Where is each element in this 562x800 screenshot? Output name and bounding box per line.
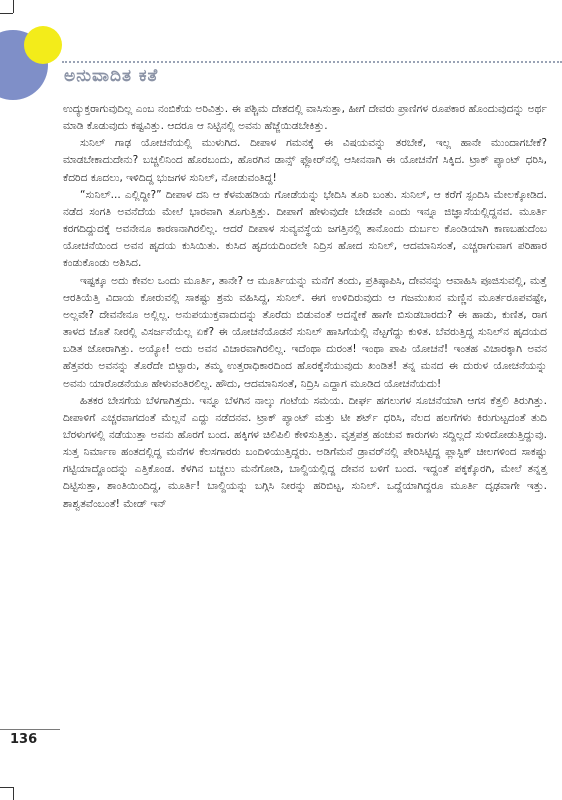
crop-mark-bottom-vertical — [13, 787, 14, 800]
decorative-yellow-circle — [24, 26, 62, 64]
header-dotted-rule — [62, 61, 562, 63]
paragraph: “ಸುನಿಲ್... ಎಲ್ಲಿದ್ದೀ?” ದೀಪಾಳ ದನಿ ಆ ಕೆಳಮಹಡಿಯ ಗೋಡೆಯನ್ನು ಭೇದಿಸಿ ತೂರಿ ಬಂತು. ಸುನಿಲ್, ಆ ಕರೆಗೆ ಸ್ಪಂದಿಸಿ ಮೇಲಕ್ಕೋಡಿದ. ನಡೆದ ಸಂಗತಿ ಅವನೆದೆಯ ಮೇಲೆ ಭಾರವಾಗಿ ತೂಗುತ್ತಿತ್ತು. ದೀಪಾಗೆ ಹೇಳುವುದೇ ಬೇಡವೇ ಎಂದು ಇನ್ನೂ ಜಿಜ್ಞಾಸೆಯಲ್ಲಿದ್ದನವ. ಮೂರ್ತಿ ಕರಗದಿದ್ದುದಕ್ಕೆ ಅವನೇನೂ ಕಾರಣನಾಗಿರಲಿಲ್ಲ. ಆದರೆ ದೀಪಾಳ ಸುವ್ಯವಸ್ಥೆಯ ಜಗತ್ತಿನಲ್ಲಿ ತಾನೊಂದು ದುರ್ಬಲ ಕೊಂಡಿಯಾಗಿ ಕಾಣಬಹುದೆಂಬ ಯೋಚನೆಯಿಂದ ಅವನ ಹೃದಯ ಕುಸಿಯಿತು. ಕುಸಿದ ಹೃದಯದಿಂದಲೇ ನಿದ್ರಿಸ ಹೋದ ಸುನಿಲ್, ಆದಮಾನಿಸಂತೆ, ಎಚ್ಚರಾಗುವಾಗ ಪರಿಹಾರ ಕಂಡುಕೊಂಡು ಅಶಿಸಿದ. — [63, 188, 547, 270]
paragraph: ಇಷ್ಟಕ್ಕೂ ಅದು ಕೇವಲ ಒಂದು ಮೂರ್ತಿ, ತಾನೇ? ಆ ಮೂರ್ತಿಯನ್ನು ಮನೆಗೆ ತಂದು, ಪ್ರತಿಷ್ಠಾಪಿಸಿ, ದೇವನನ್ನು ಆವಾಹಿಸಿ ಪೂಜಿಸುವಲ್ಲಿ, ಮತ್ತೆ ಆರತಿಯೆತ್ತಿ ವಿದಾಯ ಕೋರುವಲ್ಲಿ ಸಾಕಷ್ಟು ಶ್ರಮ ವಹಿಸಿದ್ದ, ಸುನಿಲ್. ಈಗ ಉಳಿದಿರುವುದು ಆ ಗಜಮುಖನ ಮಣ್ಣಿನ ಮೂರ್ತರೂಪವಷ್ಟೇ, ಅಲ್ಲವೇ? ದೇವನೇನೂ ಅಲ್ಲಿಲ್ಲ. ಅನುಪಯುಕ್ತವಾದುದನ್ನು ತೊರೆದು ಬಿಡುವಂತೆ ಅದನ್ನೇಕೆ ಹಾಗೇ ಬಿಸುಡಬಾರದು? ಈ ಹಾಡು, ಕುಣಿತ, ರಾಗ ತಾಳದ ಜೊತೆ ನೀರಲ್ಲಿ ವಿಸರ್ಜನೆಯೆಲ್ಲ ಏಕೆ? ಈ ಯೋಚನೆಯೊಡನೆ ಸುನಿಲ್ ಹಾಸಿಗೆಯಲ್ಲಿ ನೆಟ್ಟಗೆದ್ದು ಕುಳಿತ. ಬೆವರುತ್ತಿದ್ದ ಸುನಿಲ್‌ನ ಹೃದಯದ ಬಡಿತ ಜೋರಾಗಿತ್ತು. ಅಯ್ಯೋ! ಅದು ಅವನ ವಿಚಾರವಾಗಿರಲಿಲ್ಲ. ಇದೆಂಥಾ ದುರಂತ! ಇಂಥಾ ಪಾಪಿ ಯೋಚನೆ! ಇಂತಹ ವಿಚಾರಕ್ಕಾಗಿ ಅವನ ಹೆತ್ತವರು ಅವನನ್ನು ತೊರೆದೇ ಬಿಟ್ಟಾರು, ತಮ್ಮ ಉತ್ತರಾಧಿಕಾರದಿಂದ ಹೊರಕ್ಕೆಸೆಯುವುದು ಖಂಡಿತ! ತನ್ನ ಮನದ ಈ ದುರುಳ ಯೋಚನೆಯನ್ನು ಅವನು ಯಾರೊಡನೆಯೂ ಹೇಳುವಂತಿರಲಿಲ್ಲ. ಹೌದು, ಆದಮಾನಿಸಂತೆ, ನಿದ್ರಿಸಿ ಎದ್ದಾಗ ಮೂಡಿದ ಯೋಚನೆಯದು! — [63, 274, 547, 390]
story-body — [63, 101, 547, 513]
crop-mark-top-vertical — [13, 0, 14, 13]
section-title: ಅನುವಾದಿತ ಕತೆ — [64, 66, 159, 86]
paragraph: ಸುನಿಲ್ ಗಾಢ ಯೋಚನೆಯಲ್ಲಿ ಮುಳುಗಿದ. ದೀಪಾಳ ಗಮನಕ್ಕೆ ಈ ವಿಷಯವನ್ನು ತರಬೇಕೆ, ಇಲ್ಲ ಹಾನೇ ಮುಂದಾಗಬೇಕೆ? ಮಾಡಬೇಕಾದುದೇನು? ಬಚ್ಚಲಿನಿಂದ ಹೊರಬಂದು, ಹೊರಗಿನ ಡಾನ್ಸ್ ಫ್ಲೋರ್‌ನಲ್ಲಿ ಆಸೀನನಾಗಿ ಈ ಯೋಚನೆಗೆ ಸಿಕ್ಕಿದ. ಟ್ರಾಕ್ ಪ್ಯಾಂಟ್ ಧರಿಸಿ, ಕೆದರಿದ ಕೂದಲು, ಇಳಿದಿದ್ದ ಭುಜಗಳ ಸುನಿಲ್, ನೋಡುವಂತಿದ್ದ! — [63, 137, 547, 184]
footer-rule — [0, 729, 60, 730]
crop-mark-bottom-horizontal — [0, 787, 13, 788]
crop-mark-top-horizontal — [0, 13, 13, 14]
page-number: 136 — [10, 732, 38, 747]
paragraph: ಹಿತಕರ ಬೇಸಗೆಯ ಬೆಳಗಾಗಿತ್ತದು. ಇನ್ನೂ ಬೆಳಗಿನ ನಾಲ್ಕು ಗಂಟೆಯ ಸಮಯ. ದೀರ್ಘ ಹಗಲುಗಳ ಸೂಚನೆಯಾಗಿ ಆಗಸ ಕೆತ್ತಲಿ ತಿರುಗಿತ್ತು. ದೀಪಾಳಿಗೆ ಎಚ್ಚರವಾಗದಂತೆ ಮೆಲ್ಲನೆ ಎದ್ದು ನಡೆದನವ. ಟ್ರಾಕ್ ಪ್ಯಾಂಟ್ ಮತ್ತು ಟೀ ಶರ್ಟ್ ಧರಿಸಿ, ನೆಲದ ಹಲಗೆಗಳು ಕಿರುಗುಟ್ಟದಂತೆ ತುದಿ ಬೆರಳುಗಳಲ್ಲಿ ನಡೆಯುತ್ತಾ ಅವನು ಹೊರಗೆ ಬಂದ. ಹಕ್ಕಿಗಳ ಚಿಲಿಪಿಲಿ ಕೇಳಿಸುತ್ತಿತ್ತು. ವೃತ್ತಪತ್ರ ಹಂಚುವ ಕಾರುಗಳು ಸದ್ದಿಲ್ಲದೆ ಸುಳಿದೋಡುತ್ತಿದ್ದುವು. ಸುತ್ತ ನಿರ್ಮಾಣ ಹಂತದಲ್ಲಿದ್ದ ಮನೆಗಳ ಕೆಲಸಗಾರರು ಬಂದಿಳಿಯುತ್ತಿದ್ದರು. ಅಡಿಗೆಮನೆ ಡ್ರಾವರ್‌ನಲ್ಲಿ ಪೇರಿಸಿಟ್ಟಿದ್ದ ಪ್ಲಾಸ್ಟಿಕ್ ಚೀಲಗಳಿಂದ ಸಾಕಷ್ಟು ಗಟ್ಟಿಯಾದ್ದೊಂದನ್ನು ಎತ್ತಿಕೊಂಡ. ಕೆಳಗಿನ ಬಚ್ಚಲು ಮನೆಗೋಡಿ, ಬಾಲ್ದಿಯಲ್ಲಿದ್ದ ದೇವನ ಬಳಿಗೆ ಬಂದ. ಇದ್ದಂತೆ ಪಕ್ಕಕ್ಕೊರಗಿ, ಮೇಲೆ ತನ್ನತ್ತ ದಿಟ್ಟಿಸುತ್ತಾ, ಶಾಂತಿಯಿಂದಿದ್ದ, ಮೂರ್ತಿ! ಬಾಲ್ದಿಯನ್ನು ಬಗ್ಗಿಸಿ ನೀರನ್ನು ಹರಿಬಿಟ್ಟ, ಸುನಿಲ್. ಒದ್ದೆಯಾಗಿದ್ದರೂ ಮೂರ್ತಿ ದೃಢವಾಗೇ ಇತ್ತು. ಶಾಶ್ವತವೆಂಬಂತೆ! ಮೇಡ್ ಇನ್ — [63, 394, 547, 510]
paragraph: ಉದ್ಯುಕ್ತರಾಗುವುದಿಲ್ಲ ಎಂಬ ನಂಬಿಕೆಯ ಅರಿವಿತ್ತು. ಈ ಪಶ್ಚಿಮ ದೇಶದಲ್ಲಿ ವಾಸಿಸುತ್ತಾ, ಹೀಗೆ ದೇವರು ಪ್ರಾಣಿಗಳ ರೂಪಕಾರ ಹೊಂದುವುದನ್ನು ಅರ್ಥ ಮಾಡಿ ಕೊಡುವುದು ಕಷ್ಟವಿತ್ತು. ಆದರೂ ಆ ನಿಟ್ಟಿನಲ್ಲಿ ಅವನು ಹೆಜ್ಜೆಯಿಡಬೇಕಿತ್ತು. — [63, 103, 547, 133]
